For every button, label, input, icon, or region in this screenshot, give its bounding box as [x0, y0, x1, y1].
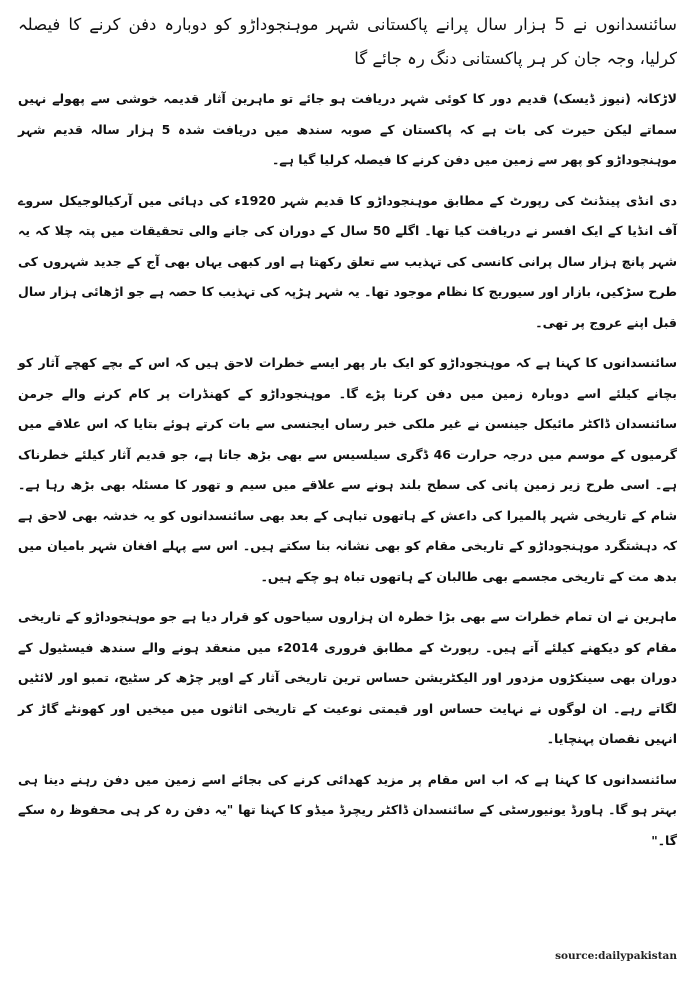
article-paragraph: دی انڈی پینڈنٹ کی رپورٹ کے مطابق موہنجوداڑو کا قدیم شہر 1920ء کی دہائی میں آرکیالوجیکل سروے آف انڈیا کے ایک افسر نے دریافت کیا تھا۔ اگلے 50 سال کے دوران کی جانے والی تحقیقات میں پتہ چلا کہ یہ شہر پانچ ہزار سال پرانی کانسی کی تہذیب سے تعلق رکھتا ہے اور کبھی یہاں بھی آج کے جدید شہروں کی طرح سڑکیں، بازار اور سیوریج کا نظام موجود تھا۔ یہ شہر ہڑپہ کی تہذیب کا حصہ ہے جو اڑھائی ہزار سال قبل اپنے عروج پر تھی۔	[18, 192, 678, 330]
source-credit: source:dailypakistan	[555, 950, 677, 962]
article-paragraph: ماہرین نے ان تمام خطرات سے بھی بڑا خطرہ ان ہزاروں سیاحوں کو قرار دیا ہے جو موہنجوداڑو کے تاریخی مقام کو دیکھنے کیلئے آتے ہیں۔ رپورٹ کے مطابق فروری 2014ء میں منعقد ہونے والے سندھ فیسٹیول کے دوران بھی سینکڑوں مزدور اور الیکٹریشن حساس ترین تاریخی آثار کے اوپر چڑھ کر سٹیج، تمبو اور لائٹیں لگاتے رہے۔ ان لوگوں نے نہایت حساس اور قیمتی نوعیت کے تاریخی اثاثوں میں میخیں اور کھونٹے گاڑ کر انہیں نقصان پہنچایا۔	[18, 609, 677, 746]
article-paragraph: لاڑکانہ (نیوز ڈیسک) قدیم دور کا کوئی شہر دریافت ہو جائے تو ماہرین آثار قدیمہ خوشی سے پھولے نہیں سماتے لیکن حیرت کی بات ہے کہ پاکستان کے صوبہ سندھ میں دریافت شدہ 5 ہزار سالہ قدیم شہر موہنجوداڑو کو پھر سے زمین میں دفن کرنے کا فیصلہ کرلیا گیا ہے۔	[18, 91, 677, 167]
article-headline: سائنسدانوں نے 5 ہزار سال پرانے پاکستانی شہر موہنجوداڑو کو دوبارہ دفن کرنے کا فیصلہ کرلیا، وجہ جان کر ہر پاکستانی دنگ رہ جائے گا	[18, 15, 677, 68]
article	[18, 8, 677, 866]
article-paragraph: سائنسدانوں کا کہنا ہے کہ موہنجوداڑو کو ایک بار پھر ایسے خطرات لاحق ہیں کہ اس کے بچے کھچے آثار کو بچانے کیلئے اسے دوبارہ زمین میں دفن کرنا پڑے گا۔ موہنجوداڑو کے کھنڈرات پر کام کرنے والے جرمن سائنسدان ڈاکٹر مائیکل جینسن نے غیر ملکی خبر رساں ایجنسی سے بات کرتے ہوئے بتایا کہ اس علاقے میں گرمیوں کے موسم میں درجہ حرارت 46 ڈگری سیلسیس سے بھی بڑھ جاتا ہے، جو قدیم آثار کیلئے خطرناک ہے۔ اسی طرح زیر زمین پانی کی سطح بلند ہونے سے علاقے میں سیم و تھور کا مسئلہ بھی بڑھ رہا ہے۔ شام کے تاریخی شہر پالمیرا کی داعش کے ہاتھوں تباہی کے بعد بھی سائنسدانوں کو یہ خدشہ بھی لاحق ہے کہ دہشتگرد موہنجوداڑو کے تاریخی مقام کو بھی نشانہ بنا سکتے ہیں۔ اس سے پہلے افغان شہر بامیان میں بدھ مت کے تاریخی مجسمے بھی طالبان کے ہاتھوں تباہ ہو چکے ہیں۔	[18, 355, 677, 584]
article-paragraph: سائنسدانوں کا کہنا ہے کہ اب اس مقام پر مزید کھدائی کرنے کی بجائے اسے زمین میں دفن رہنے دینا ہی بہتر ہو گا۔ ہاورڈ یونیورسٹی کے سائنسدان ڈاکٹر ریچرڈ میڈو کا کہنا تھا "یہ دفن رہ کر ہی محفوظ رہ سکے گا۔"	[18, 771, 677, 848]
